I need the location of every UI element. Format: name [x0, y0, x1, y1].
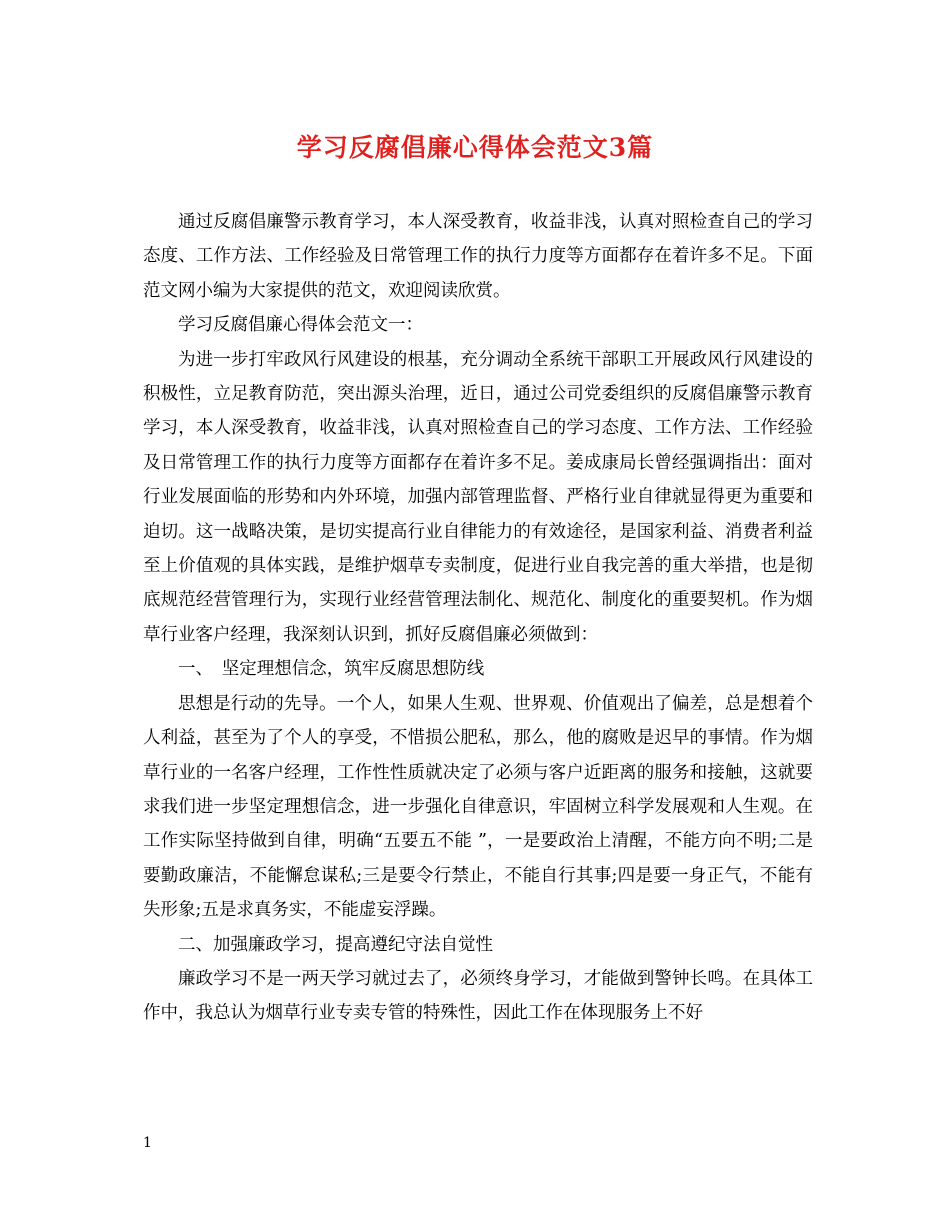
section-heading-sample-one: 学习反腐倡廉心得体会范文一：: [178, 315, 423, 336]
page-number: 1: [143, 1135, 152, 1151]
intro-paragraph: 通过反腐倡廉警示教育学习，本人深受教育，收益非浅，认真对照检查自己的学习态度、工作方法、工作经验及日常管理工作的执行力度等方面都存在着许多不足。下面范文网小编为大家提供的范文，欢迎阅读欣赏。: [143, 212, 813, 301]
body-paragraph: 思想是行动的先导。一个人，如果人生观、世界观、价值观出了偏差，总是想着个人利益，甚至为了个人的享受，不惜损公肥私，那么，他的腐败是迟早的事情。作为烟草行业的一名客户经理，工作性性质就决定了必须与客户近距离的服务和接触，这就要求我们进一步坚定理想信念，进一步强化自律意识，牢固树立科学发展观和人生观。在工作实际坚持做到自律，明确“五要五不能 ”，一是要政治上清醒，不能方向不明;二是要勤政廉洁，不能懈怠谋私;三是要令行禁止，不能自行其事;四是要一身正气，不能有失形象;五是求真务实，不能虚妄浮躁。: [143, 693, 813, 921]
document-title: 学习反腐倡廉心得体会范文3篇: [296, 133, 654, 162]
document-body: [143, 205, 813, 1031]
section-heading-point-two: 二、加强廉政学习，提高遵纪守法自觉性: [178, 934, 493, 955]
body-paragraph: 为进一步打牢政风行风建设的根基，充分调动全系统干部职工开展政风行风建设的积极性，立足教育防范，突出源头治理，近日，通过公司党委组织的反腐倡廉警示教育学习，本人深受教育，收益非浅，认真对照检查自己的学习态度、工作方法、工作经验及日常管理工作的执行力度等方面都存在着许多不足。姜成康局长曾经强调指出：面对行业发展面临的形势和内外环境，加强内部管理监督、严格行业自律就显得更为重要和迫切。这一战略决策，是切实提高行业自律能力的有效途径，是国家利益、消费者利益至上价值观的具体实践，是维护烟草专卖制度，促进行业自我完善的重大举措，也是彻底规范经营管理行为，实现行业经营管理法制化、规范化、制度化的重要契机。作为烟草行业客户经理，我深刻认识到，抓好反腐倡廉必须做到：: [143, 349, 813, 645]
section-heading-point-one: 一、 坚定理想信念，筑牢反腐思想防线: [178, 659, 485, 680]
body-paragraph: 廉政学习不是一两天学习就过去了，必须终身学习，才能做到警钟长鸣。在具体工作中，我总认为烟草行业专卖专管的特殊性，因此工作在体现服务上不好: [143, 968, 813, 1024]
